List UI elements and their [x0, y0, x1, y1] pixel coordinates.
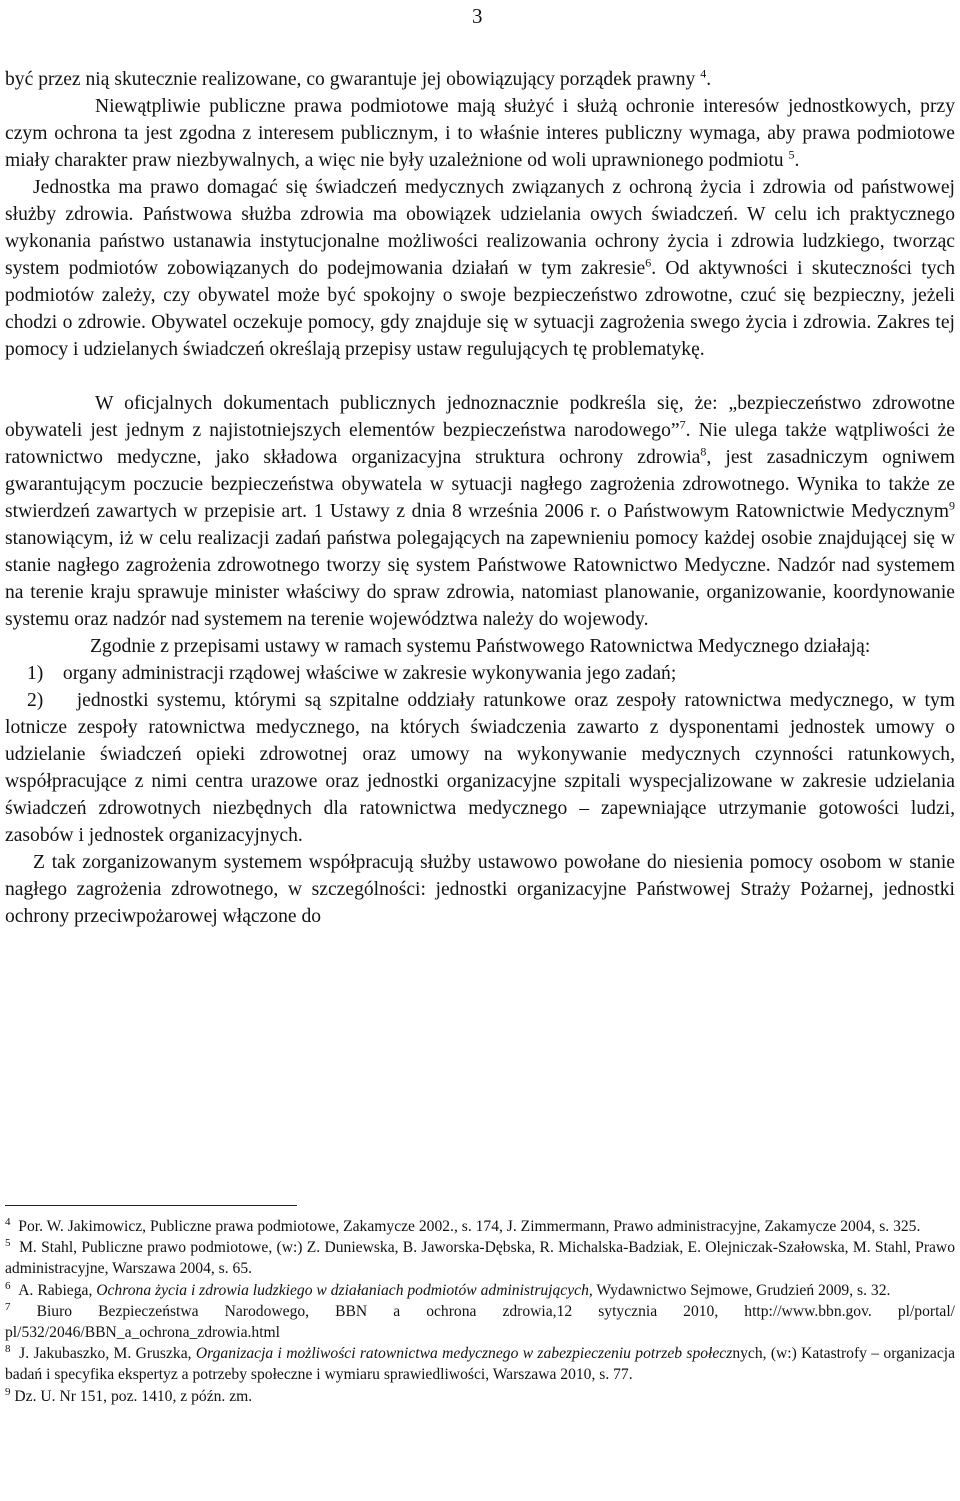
footnote-ref-7[interactable]: 7 — [679, 417, 686, 432]
footnote-ref-9[interactable]: 9 — [949, 498, 955, 513]
list-item-1: 1) organy administracji rządowej właściwe w zakresie wykonywania jego zadań; — [27, 663, 677, 684]
footnote-8: $^8$ J. Jakubaszko, M. Gruszka, Organizacja i możliwości ratownictwa medycznego w zabezpieczeniu potrzeb społecznych, (w:) Katastrofy – organizacja badań i specyfika ekspertyz a potrzeby społeczne i wymiaru sprawiedliwości, Warszawa 2010, s. 77. — [5, 1343, 955, 1384]
footnote-ref-6[interactable]: 6 — [645, 255, 652, 270]
footnote-ref-5[interactable]: 5 — [788, 147, 795, 162]
paragraph-6: Z tak zorganizowanym systemem współpracują służby ustawowo powołane do niesienia pomocy osobom w stanie nagłego zagrożenia zdrowotnego, w szczególności: jednostki organizacyjne Państwowej Straży Pożarnej, jednostki ochrony przeciwpożarowej włączone do — [5, 852, 955, 927]
footnote-6: $^6$ A. Rabiega, Ochrona życia i zdrowia ludzkiego w działaniach podmiotów administrujących, Wydawnictwo Sejmowe, Grudzień 2009, s. 32. — [5, 1279, 891, 1299]
footnote-ref-4[interactable]: 4 — [700, 66, 707, 81]
paragraph-2: Niewątpliwie publiczne prawa podmiotowe mają służyć i służą ochronie interesów jednostkowych, przy czym ochrona ta jest zgodna z interesem publicznym, i to właśnie interes publiczny wymaga, aby prawa podmiotowe miały charakter praw niezbywalnych, a więc nie były uzależnione od woli uprawnionego podmiotu $^5$. — [5, 96, 955, 171]
footnote-7-link[interactable]: Biuro Bezpieczeństwa Narodowego, BBN a ochrona zdrowia,12 sytycznia 2010, http://www.bbn.gov. pl/portal/ pl/532/2046/BBN_a_ochrona_zdrowia.html — [5, 1302, 956, 1342]
footnote-ref-8[interactable]: 8 — [700, 444, 707, 459]
page-number: 3 — [472, 4, 483, 28]
paragraph-3: Jednostka ma prawo domagać się świadczeń medycznych związanych z ochroną życia i zdrowia od państwowej służby zdrowia. Państwowa służba zdrowia ma obowiązek udzielania owych świadczeń. W celu ich praktycznego wykonania państwo ustanawia instytucjonalne możliwości realizowania ochrony życia i zdrowia ludzkiego, tworząc system podmiotów zobowiązanych do podejmowania działań w tym zakresie$^6$. Od aktywności i skuteczności tych podmiotów zależy, czy obywatel może być spokojny o swoje bezpieczeństwo zdrowotne, czuć się bezpieczny, jeżeli chodzi o zdrowie. Obywatel oczekuje pomocy, gdy znajduje się w sytuacji zagrożenia swego życia i zdrowia. Zakres tej pomocy i udzielanych świadczeń określają przepisy ustaw regulujących tę problematykę. — [5, 177, 956, 360]
footnote-4: $^4$ Por. W. Jakimowicz, Publiczne prawa podmiotowe, Zakamycze 2002., s. 174, J. Zimmermann, Prawo administracyjne, Zakamycze 2004, s. 325. — [5, 1215, 921, 1235]
footnotes — [5, 1205, 955, 1407]
paragraph-1: być przez nią skutecznie realizowane, co gwarantuje jej obowiązujący porządek prawny $^4$. — [5, 66, 712, 90]
body-text — [5, 66, 955, 930]
footnote-9: $^9$ Dz. U. Nr 151, poz. 1410, z późn. zm. — [5, 1385, 253, 1405]
footnote-5: $^5$ M. Stahl, Publiczne prawo podmiotowe, (w:) Z. Duniewska, B. Jaworska-Dębska, R. Michalska-Badziak, E. Olejniczak-Szałowska, M. Stahl, Prawo administracyjne, Warszawa 2004, s. 65. — [5, 1237, 955, 1278]
list-item-2: 2) jednostki systemu, którymi są szpitalne oddziały ratunkowe oraz zespoły ratownictwa medycznego, w tym lotnicze zespoły ratownictwa medycznego, na których świadczenia zawarto z dysponentami jednostek umowy o udzielanie świadczeń opieki zdrowotnej oraz umowy na wykonywanie medycznych czynności ratunkowych, współpracujące z nimi centra urazowe oraz jednostki organizacyjne szpitali wyspecjalizowane w zakresie udzielania świadczeń zdrowotnych niezbędnych dla ratownictwa medycznego – zapewniające utrzymanie gotowości ludzi, zasobów i jednostek organizacyjnych. — [5, 690, 955, 846]
paragraph-5: Zgodnie z przepisami ustawy w ramach systemu Państwowego Ratownictwa Medycznego działają: — [90, 636, 871, 657]
paragraph-4: W oficjalnych dokumentach publicznych jednoznacznie podkreśla się, że: „bezpieczeństwo zdrowotne obywateli jest jednym z najistotniejszych elementów bezpieczeństwa narodowego”$^7$. Nie ulega także wątpliwości że ratownictwo medyczne, jako składowa organizacyjna struktura ochrony zdrowia$^8$, jest zasadniczym ogniwem gwarantującym poczucie bezpieczeństwa obywatela w sytuacji nagłego zagrożenia zdrowotnego. Wynika to także ze stwierdzeń zawartych w przepisie art. 1 Ustawy z dnia 8 września 2006 r. o Państwowym Ratownictwie Medycznym$^9$ stanowiącym, iż w celu realizacji zadań państwa polegających na zapewnieniu pomocy każdej osobie znajdującej się w stanie nagłego zagrożenia zdrowotnego tworzy się system Państwowe Ratownictwo Medyczne. Nadzór nad systemem na terenie kraju sprawuje minister właściwy do spraw zdrowia, natomiast planowanie, organizowanie, koordynowanie systemu oraz nadzór nad systemem na terenie województwa należy do wojewody. — [5, 393, 955, 630]
footnote-separator — [5, 1205, 297, 1206]
footnote-7: $^7$ Biuro Bezpieczeństwa Narodowego, BBN a ochrona zdrowia,12 sytycznia 2010, http://www.bbn.gov. pl/portal/ pl/532/2046/BBN_a_ochrona_zdrowia.html — [5, 1300, 956, 1342]
